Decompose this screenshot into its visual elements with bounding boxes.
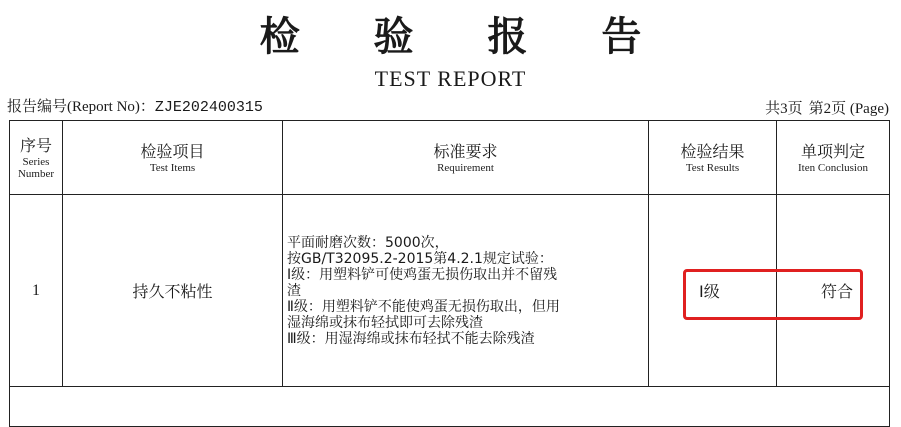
highlight-box [683, 269, 863, 320]
report-title-en: TEST REPORT [374, 66, 527, 91]
row-conclusion: 符合 [777, 195, 890, 387]
requirement-line: Ⅰ级：用塑料铲可使鸡蛋无损伤取出并不留残 [287, 266, 558, 283]
table-row-next [10, 387, 890, 427]
header-requirement: 标准要求 Requirement [283, 121, 649, 195]
report-number-line [7, 95, 263, 116]
page-info [759, 97, 889, 118]
row-serial: 1 [10, 195, 63, 387]
report-title-cn: 检 验 报 告 [259, 14, 672, 60]
header-serial: 序号 Series Number [10, 121, 63, 195]
header-test-results: 检验结果 Test Results [649, 121, 777, 195]
report-number: ZJE202400315 [154, 99, 263, 116]
requirement-line: 湿海绵或抹布轻拭即可去除残渣 [287, 314, 483, 331]
table-header-row [10, 121, 890, 195]
row-test-item: 持久不粘性 [63, 195, 283, 387]
current-page: 第2页 (Page) [808, 101, 889, 117]
requirement-line: Ⅱ级：用塑料铲不能使鸡蛋无损伤取出，但用 [287, 298, 560, 315]
report-number-label: 报告编号(Report No)： [7, 99, 155, 115]
requirement-line: 渣 [287, 282, 301, 299]
requirement-line: 按GB/T32095.2-2015第4.2.1规定试验： [287, 250, 553, 267]
requirement-line: 平面耐磨次数：5000次， [287, 234, 449, 251]
next-row-cell [10, 387, 890, 427]
header-test-items: 检验项目 Test Items [63, 121, 283, 195]
total-pages: 共3页 [765, 101, 803, 117]
row-test-result: Ⅰ级 [649, 195, 777, 387]
requirement-line: Ⅲ级：用湿海绵或抹布轻拭不能去除残渣 [287, 330, 535, 347]
row-requirement [283, 195, 649, 387]
header-conclusion: 单项判定 Iten Conclusion [777, 121, 890, 195]
